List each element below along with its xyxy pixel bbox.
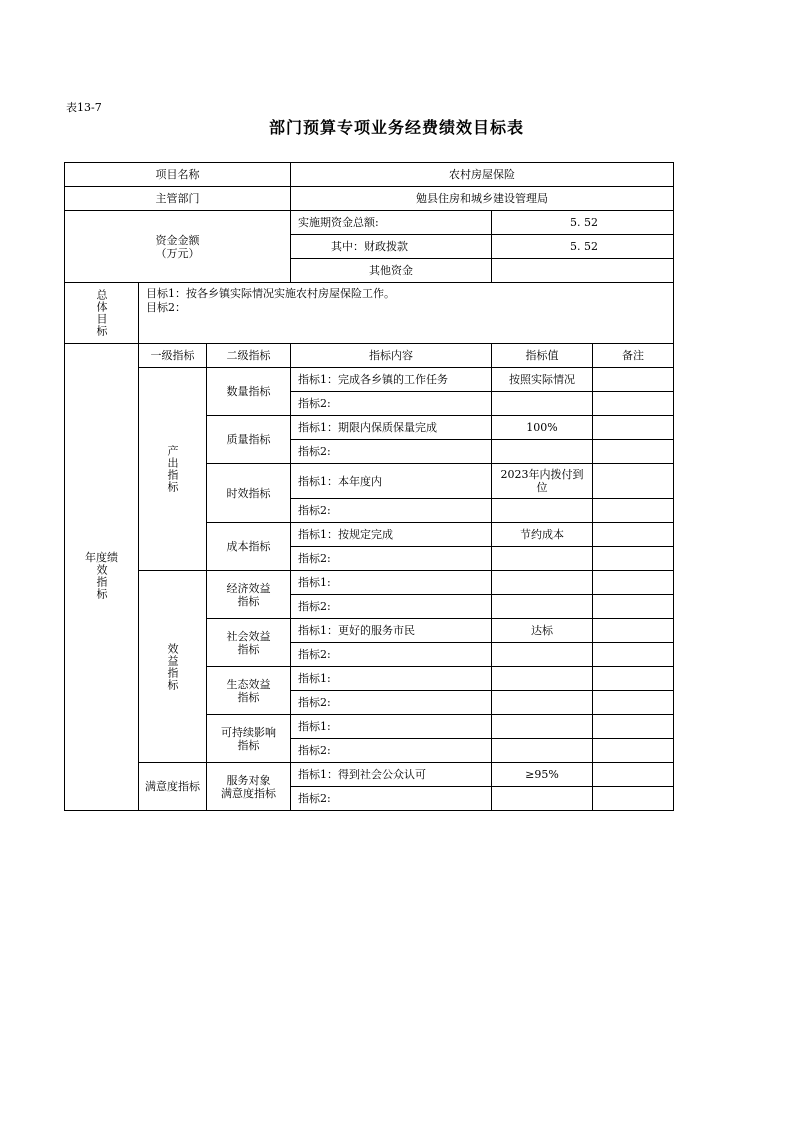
- header-content: 指标内容: [291, 344, 492, 368]
- sustainable-indicator-2: 指标2:: [291, 739, 492, 763]
- value-cell: [492, 595, 593, 619]
- value-cell: [492, 499, 593, 523]
- quantity-indicator-2: 指标2:: [291, 392, 492, 416]
- social-label-line1: 社会效益: [226, 629, 271, 643]
- satisfaction-indicators-label: 满意度指标: [139, 763, 207, 811]
- sustainable-label-line1: 可持续影响: [221, 725, 276, 739]
- table-row: [65, 163, 674, 187]
- project-name-value: 农村房屋保险: [291, 163, 674, 187]
- ecological-label-line2: 指标: [237, 690, 260, 704]
- table-row: [65, 187, 674, 211]
- remark-cell: [593, 440, 674, 464]
- annual-indicators-label: [65, 344, 139, 811]
- remark-cell: [593, 368, 674, 392]
- overall-goal-content: [139, 283, 674, 344]
- department-label: 主管部门: [65, 187, 291, 211]
- remark-cell: [593, 523, 674, 547]
- economic-indicator-2: 指标2:: [291, 595, 492, 619]
- ecological-indicator-1: 指标1:: [291, 667, 492, 691]
- funds-other-label: 其他资金: [291, 259, 492, 283]
- remark-cell: [593, 416, 674, 440]
- header-value: 指标值: [492, 344, 593, 368]
- goal-2: 目标2：: [146, 301, 186, 314]
- document-title: 部门预算专项业务经费绩效目标表: [268, 118, 524, 137]
- remark-cell: [593, 739, 674, 763]
- remark-cell: [593, 392, 674, 416]
- table-row: [65, 211, 674, 235]
- funds-fiscal-value: 5. 52: [492, 235, 674, 259]
- quality-indicator-1: 指标1：期限内保质保量完成: [291, 416, 492, 440]
- value-cell: [492, 787, 593, 811]
- department-value: 勉县住房和城乡建设管理局: [291, 187, 674, 211]
- timeliness-indicator-2: 指标2:: [291, 499, 492, 523]
- quality-indicator-label: 质量指标: [207, 416, 291, 464]
- ecological-indicator-label: [207, 667, 291, 715]
- economic-label-line1: 经济效益: [226, 581, 271, 595]
- value-cell: [492, 739, 593, 763]
- remark-cell: [593, 667, 674, 691]
- funds-label: [65, 211, 291, 283]
- remark-cell: [593, 691, 674, 715]
- quantity-indicator-label: 数量指标: [207, 368, 291, 416]
- remark-cell: [593, 787, 674, 811]
- funds-total-value: 5. 52: [492, 211, 674, 235]
- goal-1: 目标1：按各乡镇实际情况实施农村房屋保险工作。: [146, 287, 395, 300]
- economic-indicator-label: [207, 571, 291, 619]
- cost-indicator-1: 指标1：按规定完成: [291, 523, 492, 547]
- cost-indicator-label: 成本指标: [207, 523, 291, 571]
- annual-label-line1: 年度绩: [85, 551, 118, 564]
- timeliness-value-line2: 位: [536, 481, 548, 494]
- service-indicator-1: 指标1：得到社会公众认可: [291, 763, 492, 787]
- funds-fiscal-label: 其中：财政拨款: [291, 235, 492, 259]
- value-cell: [492, 667, 593, 691]
- value-cell: [492, 392, 593, 416]
- value-cell: [492, 547, 593, 571]
- sustainable-label-line2: 指标: [237, 738, 260, 752]
- sustainable-indicator-1: 指标1:: [291, 715, 492, 739]
- table-row: [65, 283, 674, 344]
- remark-cell: [593, 464, 674, 499]
- social-indicator-1: 指标1：更好的服务市民: [291, 619, 492, 643]
- timeliness-value-1: [492, 464, 593, 499]
- table-row: [65, 368, 674, 392]
- header-level1: 一级指标: [139, 344, 207, 368]
- benefit-indicators-label: 效益指标: [139, 571, 207, 763]
- quantity-indicator-1: 指标1：完成各乡镇的工作任务: [291, 368, 492, 392]
- service-indicator-2: 指标2:: [291, 787, 492, 811]
- project-name-label: 项目名称: [65, 163, 291, 187]
- timeliness-value-line1: 2023年内拨付到: [500, 468, 584, 481]
- performance-target-table: [64, 162, 674, 811]
- remark-cell: [593, 571, 674, 595]
- funds-other-value: [492, 259, 674, 283]
- remark-cell: [593, 547, 674, 571]
- remark-cell: [593, 643, 674, 667]
- remark-cell: [593, 499, 674, 523]
- service-value-1: ≥95%: [492, 763, 593, 787]
- service-label-line1: 服务对象: [226, 773, 271, 787]
- output-indicators-label: 产出指标: [139, 368, 207, 571]
- value-cell: [492, 643, 593, 667]
- timeliness-indicator-label: 时效指标: [207, 464, 291, 523]
- value-cell: [492, 715, 593, 739]
- ecological-indicator-2: 指标2:: [291, 691, 492, 715]
- social-label-line2: 指标: [237, 642, 260, 656]
- service-label-line2: 满意度指标: [221, 786, 276, 800]
- remark-cell: [593, 619, 674, 643]
- remark-cell: [593, 595, 674, 619]
- table-row: [65, 763, 674, 787]
- timeliness-indicator-1: 指标1：本年度内: [291, 464, 492, 499]
- sustainable-indicator-label: [207, 715, 291, 763]
- remark-cell: [593, 715, 674, 739]
- table-number: 表13-7: [66, 101, 102, 114]
- funds-label-line2: （万元）: [155, 246, 200, 260]
- cost-indicator-2: 指标2:: [291, 547, 492, 571]
- social-indicator-label: [207, 619, 291, 667]
- quality-value-1: 100%: [492, 416, 593, 440]
- annual-label-line2: 效指标: [95, 564, 108, 600]
- social-indicator-2: 指标2:: [291, 643, 492, 667]
- service-indicator-label: [207, 763, 291, 811]
- funds-label-line1: 资金金额: [155, 233, 200, 247]
- header-level2: 二级指标: [207, 344, 291, 368]
- economic-label-line2: 指标: [237, 594, 260, 608]
- remark-cell: [593, 763, 674, 787]
- quality-indicator-2: 指标2:: [291, 440, 492, 464]
- social-value-1: 达标: [492, 619, 593, 643]
- value-cell: [492, 440, 593, 464]
- cost-value-1: 节约成本: [492, 523, 593, 547]
- header-remark: 备注: [593, 344, 674, 368]
- funds-total-label: 实施期资金总额:: [291, 211, 492, 235]
- table-row: [65, 571, 674, 595]
- value-cell: [492, 571, 593, 595]
- table-row: [65, 344, 674, 368]
- economic-indicator-1: 指标1:: [291, 571, 492, 595]
- value-cell: [492, 691, 593, 715]
- ecological-label-line1: 生态效益: [226, 677, 271, 691]
- quantity-value-1: 按照实际情况: [492, 368, 593, 392]
- overall-goal-label: 总体目标: [65, 283, 139, 344]
